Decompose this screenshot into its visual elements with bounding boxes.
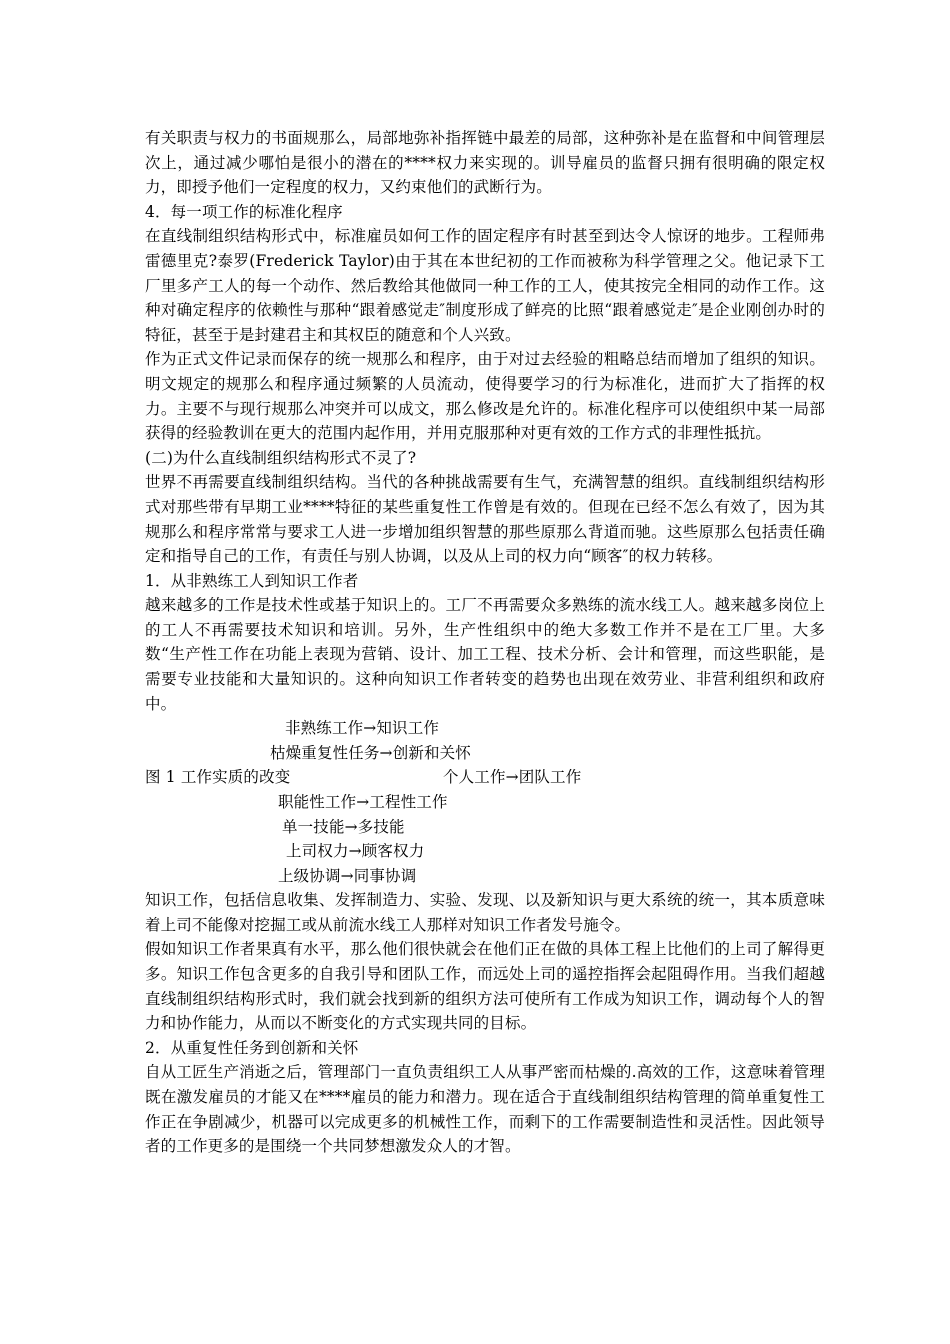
figure-item: 个人工作→团队工作 [443, 768, 582, 787]
paragraph: 自从工匠生产消逝之后，管理部门一直负责组织工人从事严密而枯燥的.高效的工作，这意味着管理既在激发雇员的才能又在****雇员的能力和潜力。现在适合于直线制组织结构管理的简单重复性工作正在争剧减少，机器可以完成更多的机械性工作，而剩下的工作需要制造性和灵活性。因此领导者的工作更多的是围绕一个共同梦想激发众人的才智。 [145, 1063, 825, 1156]
section-heading: (二)为什么直线制组织结构形式不灵了? [145, 448, 417, 467]
paragraph: 在直线制组织结构形式中，标准雇员如何工作的固定程序有时甚至到达令人惊讶的地步。工程师弗雷德里克?泰罗(Frederick Taylor)由于其在本世纪初的工作而被称为科学管理之父。他记录下工厂里多产工人的每一个动作、然后教给其他做同一种工作的工人，使其按完全相同的动作工作。这种对确定程序的依赖性与那种“跟着感觉走″制度形成了鲜亮的比照“跟着感觉走″是企业刚创办时的特征，甚至于是封建君主和其权臣的随意和个人兴致。 [145, 227, 825, 344]
figure-item: 非熟练工作→知识工作 [285, 719, 439, 738]
section-heading: 4．每一项工作的标准化程序 [145, 202, 343, 221]
figure-work-change [145, 716, 825, 888]
figure-item: 职能性工作→工程性工作 [278, 793, 448, 812]
paragraph: 有关职责与权力的书面规那么，局部地弥补指挥链中最差的局部，这种弥补是在监督和中间管理层次上，通过减少哪怕是很小的潜在的****权力来实现的。训导雇员的监督只拥有很明确的限定权力，即授予他们一定程度的权力，又约束他们的武断行为。 [145, 129, 825, 197]
section-heading: 2．从重复性任务到创新和关怀 [145, 1038, 359, 1057]
paragraph: 假如知识工作者果真有水平，那么他们很快就会在他们正在做的具体工程上比他们的上司了解得更多。知识工作包含更多的自我引导和团队工作，而远处上司的遥控指挥会起阻碍作用。当我们超越直线制组织结构形式时，我们就会找到新的组织方法可使所有工作成为知识工作，调动每个人的智力和协作能力，从而以不断变化的方式实现共同的目标。 [145, 940, 825, 1033]
figure-caption: 图 1 工作实质的改变 [145, 768, 291, 787]
figure-item: 单一技能→多技能 [282, 817, 405, 836]
figure-item: 枯燥重复性任务→创新和关怀 [270, 743, 471, 762]
paragraph: 知识工作，包括信息收集、发挥制造力、实验、发现、以及新知识与更大系统的统一，其本质意味着上司不能像对挖掘工或从前流水线工人那样对知识工作者发号施令。 [145, 891, 825, 934]
paragraph: 作为正式文件记录而保存的统一规那么和程序，由于对过去经验的粗略总结而增加了组织的知识。明文规定的规那么和程序通过频繁的人员流动，使得要学习的行为标准化，进而扩大了指挥的权力。主要不与现行规那么冲突并可以成文，那么修改是允许的。标准化程序可以使组织中某一局部获得的经验教训在更大的范围内起作用，并用克服那种对更有效的工作方式的非理性抵抗。 [145, 350, 825, 443]
figure-item: 上级协调→同事协调 [278, 866, 417, 885]
section-heading: 1．从非熟练工人到知识工作者 [145, 571, 359, 590]
figure-item: 上司权力→顾客权力 [286, 842, 425, 861]
document-body [145, 126, 825, 1159]
paragraph: 世界不再需要直线制组织结构。当代的各种挑战需要有生气，充满智慧的组织。直线制组织结构形式对那些带有早期工业****特征的某些重复性工作曾是有效的。但现在已经不怎么有效了，因为其规那么和程序常常与要求工人进一步增加组织智慧的那些原那么背道而驰。这些原那么包括责任确定和指导自己的工作，有责任与别人协调，以及从上司的权力向“顾客″的权力转移。 [145, 473, 825, 566]
paragraph: 越来越多的工作是技术性或基于知识上的。工厂不再需要众多熟练的流水线工人。越来越多岗位上的工人不再需要技术知识和培训。另外，生产性组织中的绝大多数工作并不是在工厂里。大多数“生产性工作在功能上表现为营销、设计、加工工程、技术分析、会计和管理，而这些职能，是需要专业技能和大量知识的。这种向知识工作者转变的趋势也出现在效劳业、非营利组织和政府中。 [145, 596, 825, 713]
